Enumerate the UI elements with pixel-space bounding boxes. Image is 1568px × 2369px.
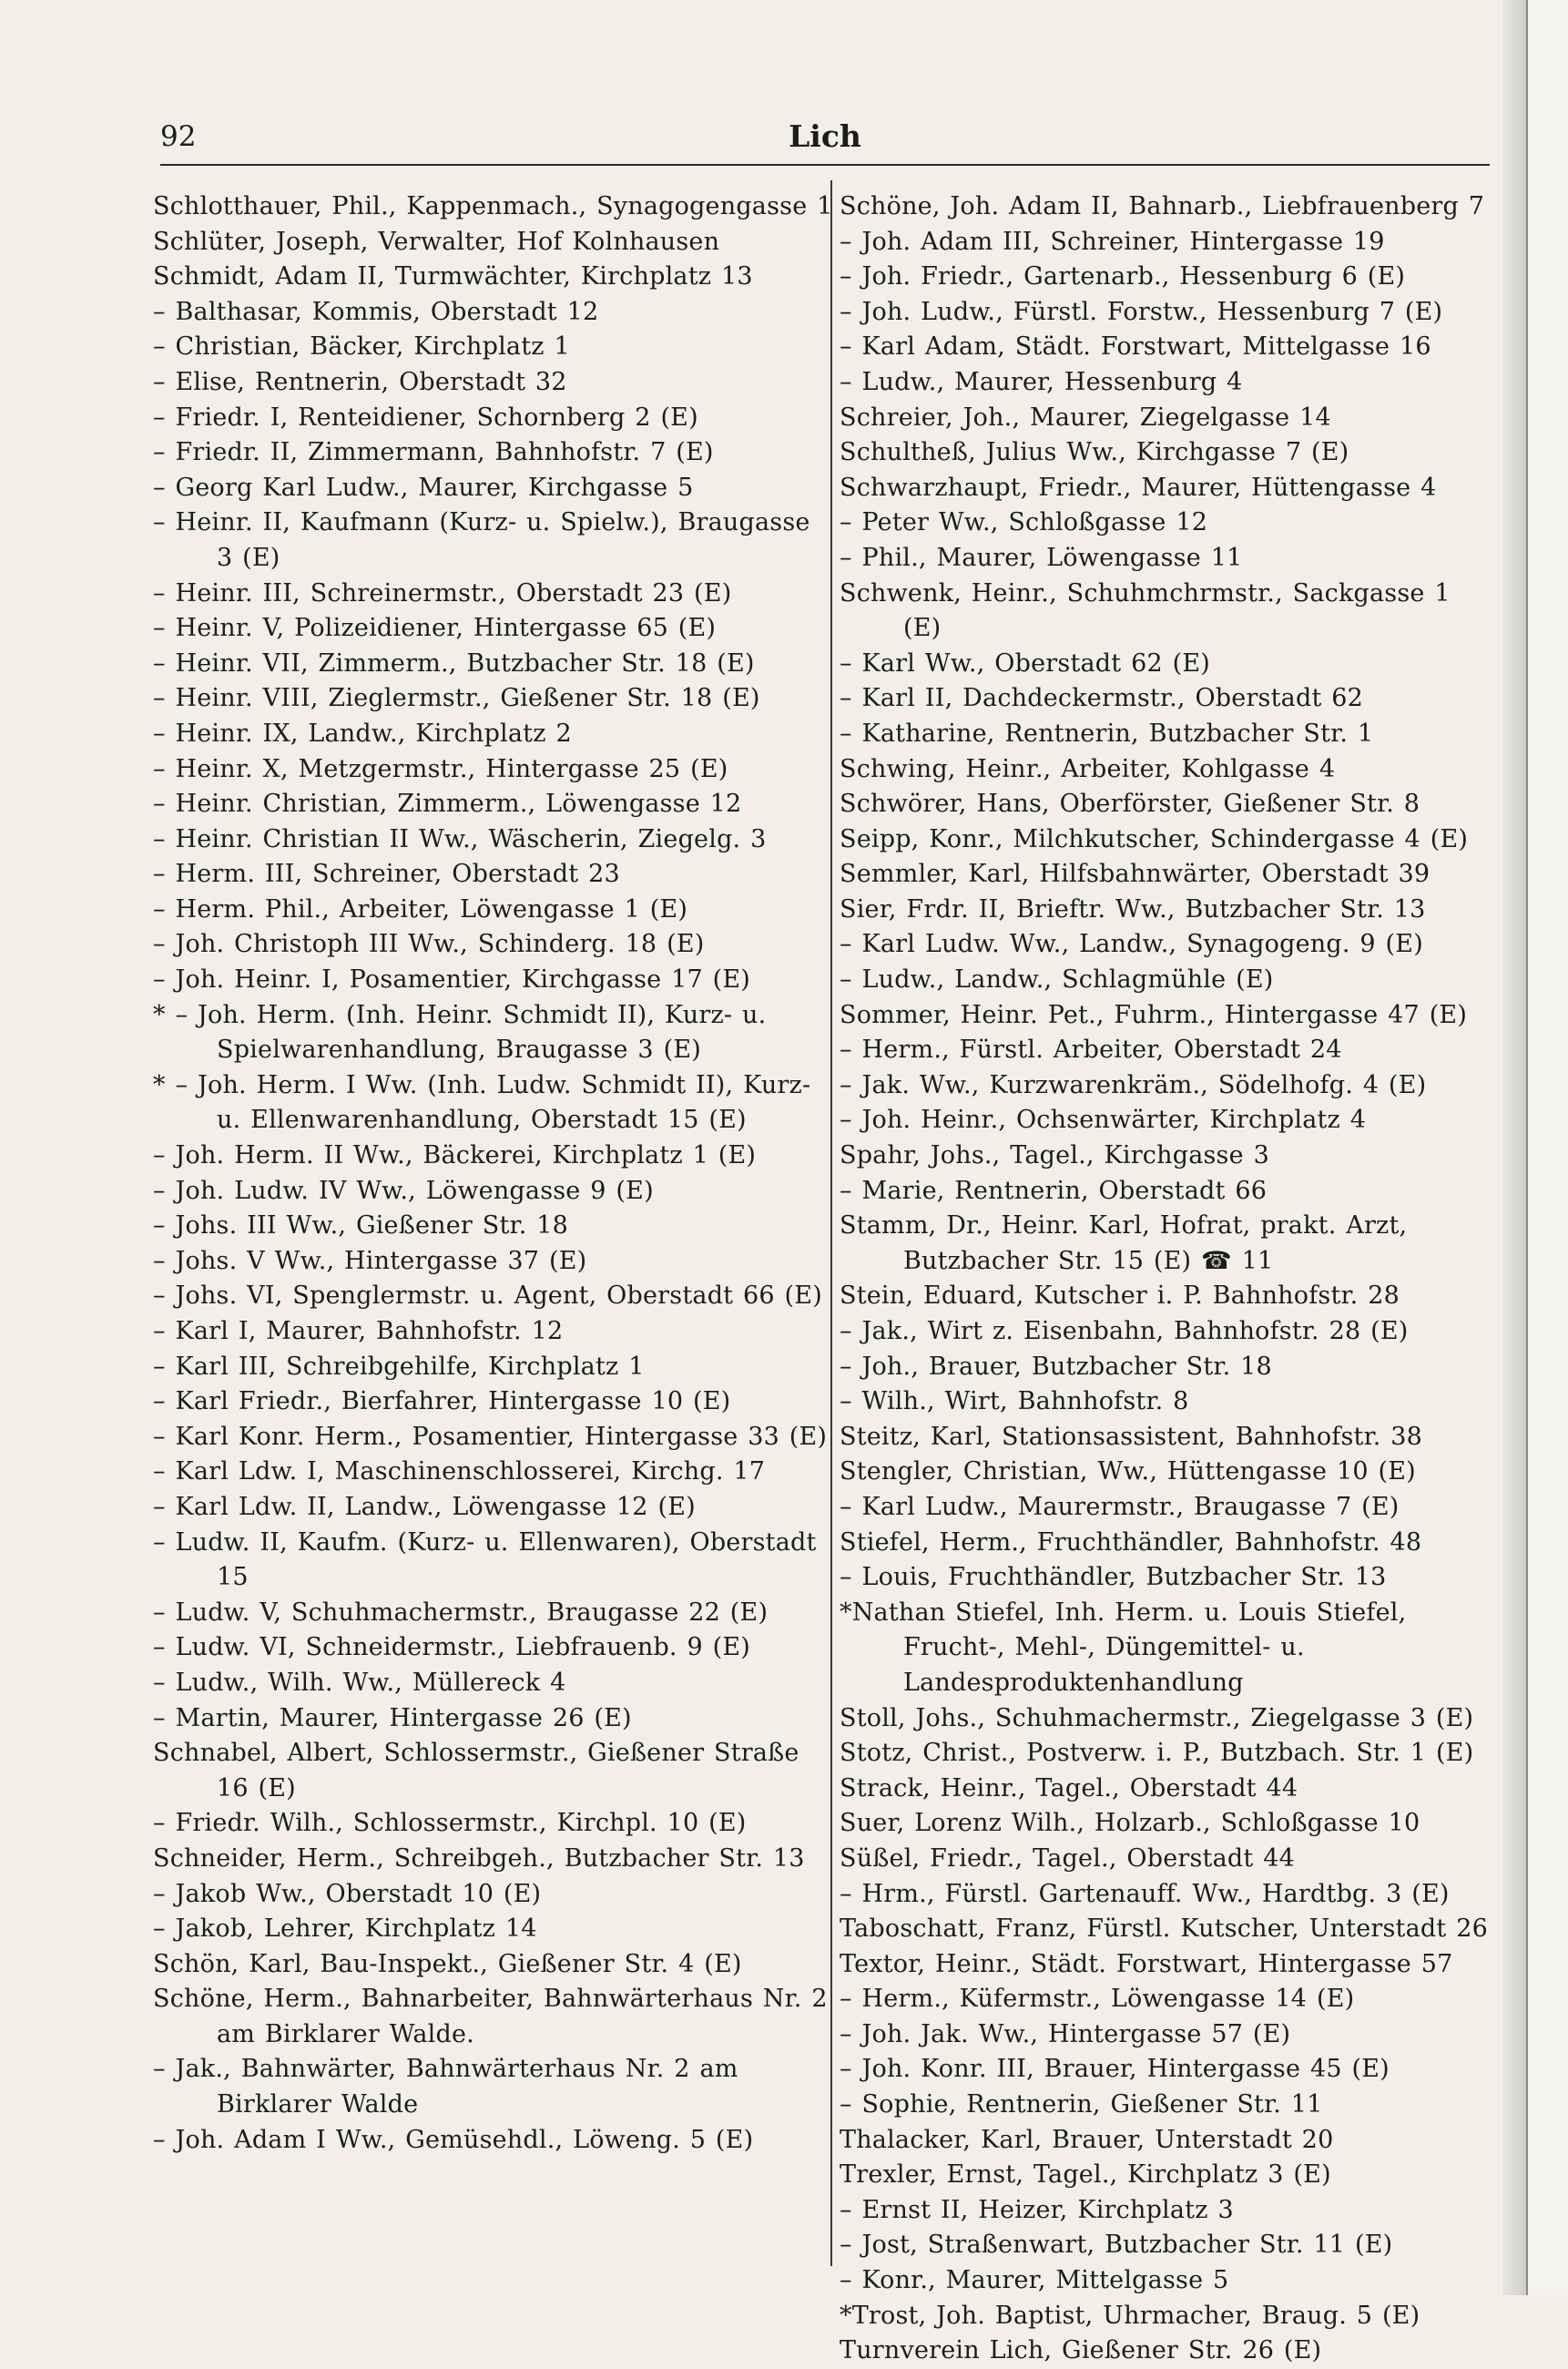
directory-entry: Schwarzhaupt, Friedr., Maurer, Hüttengasse 4 <box>840 473 1437 502</box>
directory-entry: – Karl Ludw. Ww., Landw., Synagogeng. 9 (E) <box>840 930 1423 959</box>
directory-entry: Schneider, Herm., Schreibgeh., Butzbacher Str. 13 <box>153 1843 805 1873</box>
directory-entry: – Joh., Brauer, Butzbacher Str. 18 <box>840 1352 1272 1381</box>
directory-entry: Stoll, Johs., Schuhmachermstr., Ziegelgasse 3 (E) <box>840 1703 1474 1732</box>
directory-entry: Suer, Lorenz Wilh., Holzarb., Schloßgasse 10 <box>840 1809 1420 1838</box>
directory-entry: – Karl Friedr., Bierfahrer, Hintergasse 10 (E) <box>153 1387 731 1416</box>
directory-entry: – Karl Konr. Herm., Posamentier, Hintergasse 33 (E) <box>153 1422 828 1451</box>
directory-entry: – Friedr. Wilh., Schlossermstr., Kirchpl. 10 (E) <box>153 1809 747 1838</box>
directory-entry: Seipp, Konr., Milchkutscher, Schindergasse 4 (E) <box>840 824 1469 853</box>
directory-entry: – Phil., Maurer, Löwengasse 11 <box>840 543 1243 572</box>
directory-entry: – Friedr. I, Renteidiener, Schornberg 2 (E) <box>153 403 698 432</box>
directory-entry: – Christian, Bäcker, Kirchplatz 1 <box>153 332 570 362</box>
directory-entry: Taboschatt, Franz, Fürstl. Kutscher, Unterstadt 26 <box>840 1915 1488 1944</box>
directory-entry: Schwing, Heinr., Arbeiter, Kohlgasse 4 <box>840 754 1336 783</box>
directory-entry: – Marie, Rentnerin, Oberstadt 66 <box>840 1176 1268 1205</box>
column-divider <box>830 180 832 2266</box>
directory-entry: – Joh. Konr. III, Brauer, Hintergasse 45 (E) <box>840 2055 1390 2084</box>
directory-entry: – Herm. III, Schreiner, Oberstadt 23 <box>153 860 620 889</box>
page-header <box>160 118 1490 166</box>
directory-entry: – Peter Ww., Schloßgasse 12 <box>840 508 1208 537</box>
directory-entry: – Joh. Christoph III Ww., Schinderg. 18 (E) <box>153 930 705 959</box>
directory-entry: Schön, Karl, Bau-Inspekt., Gießener Str. 4 (E) <box>153 1949 742 1978</box>
directory-entry: – Ludw., Wilh. Ww., Müllereck 4 <box>153 1668 566 1697</box>
directory-entry: – Joh. Heinr. I, Posamentier, Kirchgasse 17 (E) <box>153 965 751 995</box>
page-number: 92 <box>160 120 197 153</box>
directory-entry: – Ludw., Landw., Schlagmühle (E) <box>840 965 1274 995</box>
directory-entry: * – Joh. Herm. (Inh. Heinr. Schmidt II), Kurz- u. Spielwarenhandlung, Braugasse 3 (E) <box>153 1000 767 1065</box>
directory-entry: – Ludw., Maurer, Hessenburg 4 <box>840 367 1243 396</box>
directory-entry: – Heinr. II, Kaufmann (Kurz- u. Spielw.), Braugasse 3 (E) <box>153 508 810 572</box>
directory-entry: – Joh. Ludw. IV Ww., Löwengasse 9 (E) <box>153 1176 654 1205</box>
directory-entry: – Jak., Bahnwärter, Bahnwärterhaus Nr. 2 am Birklarer Walde <box>153 2055 738 2119</box>
directory-entry: – Heinr. VII, Zimmerm., Butzbacher Str. 18 (E) <box>153 648 755 678</box>
directory-entry: – Jost, Straßenwart, Butzbacher Str. 11 (E) <box>840 2231 1393 2260</box>
directory-entry: – Johs. VI, Spenglermstr. u. Agent, Oberstadt 66 (E) <box>153 1282 822 1311</box>
directory-entry: – Louis, Fruchthändler, Butzbacher Str. 13 <box>840 1563 1387 1592</box>
directory-entry: Trexler, Ernst, Tagel., Kirchplatz 3 (E) <box>840 2160 1331 2190</box>
directory-entry: Stiefel, Herm., Fruchthändler, Bahnhofstr. 48 <box>840 1527 1422 1557</box>
directory-entry: Textor, Heinr., Städt. Forstwart, Hintergasse 57 <box>840 1949 1453 1978</box>
directory-entry: Schöne, Joh. Adam II, Bahnarb., Liebfrauenberg 7 <box>840 192 1485 220</box>
directory-entry: Schmidt, Adam II, Turmwächter, Kirchplatz 13 <box>153 262 753 291</box>
directory-entry: – Joh. Herm. II Ww., Bäckerei, Kirchplatz 1 (E) <box>153 1141 757 1170</box>
running-head: Lich <box>789 118 861 154</box>
directory-entry: – Heinr. IX, Landw., Kirchplatz 2 <box>153 719 572 748</box>
directory-entry: – Karl Ludw., Maurermstr., Braugasse 7 (E) <box>840 1492 1400 1521</box>
directory-entry: – Karl Ww., Oberstadt 62 (E) <box>840 648 1211 678</box>
directory-entry: Schreier, Joh., Maurer, Ziegelgasse 14 <box>840 403 1331 432</box>
directory-entry: – Karl II, Dachdeckermstr., Oberstadt 62 <box>840 684 1364 713</box>
directory-entry: – Heinr. Christian II Ww., Wäscherin, Ziegelg. 3 <box>153 824 767 853</box>
directory-entry: – Johs. III Ww., Gießener Str. 18 <box>153 1211 569 1241</box>
directory-entry: – Heinr. V, Polizeidiener, Hintergasse 65 (E) <box>153 614 717 643</box>
directory-entry: – Joh. Adam III, Schreiner, Hintergasse 19 <box>840 227 1385 256</box>
directory-entry: Stein, Eduard, Kutscher i. P. Bahnhofstr. 28 <box>840 1282 1400 1311</box>
directory-entry: Steitz, Karl, Stationsassistent, Bahnhofstr. 38 <box>840 1422 1423 1451</box>
directory-entry: Schultheß, Julius Ww., Kirchgasse 7 (E) <box>840 438 1349 467</box>
directory-entry: – Sophie, Rentnerin, Gießener Str. 11 <box>840 2090 1323 2119</box>
directory-entry: – Ludw. V, Schuhmachermstr., Braugasse 22 (E) <box>153 1598 769 1627</box>
directory-entry: Stotz, Christ., Postverw. i. P., Butzbach. Str. 1 (E) <box>840 1739 1474 1768</box>
directory-entry: – Konr., Maurer, Mittelgasse 5 <box>840 2266 1229 2295</box>
directory-entry: * – Joh. Herm. I Ww. (Inh. Ludw. Schmidt II), Kurz- u. Ellenwarenhandlung, Oberstadt 15 (E) <box>153 1070 811 1135</box>
directory-entry: Stengler, Christian, Ww., Hüttengasse 10 (E) <box>840 1457 1416 1486</box>
directory-entry: – Jak. Ww., Kurzwarenkräm., Södelhofg. 4 (E) <box>840 1070 1427 1099</box>
next-page-edge <box>1526 0 1568 2295</box>
directory-entry: – Karl Adam, Städt. Forstwart, Mittelgasse 16 <box>840 332 1431 362</box>
directory-entry: – Heinr. III, Schreinermstr., Oberstadt 23 (E) <box>153 578 732 608</box>
directory-entry: – Ludw. II, Kaufm. (Kurz- u. Ellenwaren), Oberstadt 15 <box>153 1527 817 1592</box>
directory-entry: Schlüter, Joseph, Verwalter, Hof Kolnhausen <box>153 227 720 256</box>
directory-entry: – Johs. V Ww., Hintergasse 37 (E) <box>153 1246 587 1275</box>
directory-entry: Sier, Frdr. II, Brieftr. Ww., Butzbacher Str. 13 <box>840 894 1426 924</box>
directory-entry: – Karl Ldw. I, Maschinenschlosserei, Kirchg. 17 <box>153 1457 766 1486</box>
left-column <box>153 189 834 2266</box>
directory-entry: Strack, Heinr., Tagel., Oberstadt 44 <box>840 1773 1298 1802</box>
directory-entry: Thalacker, Karl, Brauer, Unterstadt 20 <box>840 2125 1334 2154</box>
directory-entry: – Katharine, Rentnerin, Butzbacher Str. 1 <box>840 719 1374 748</box>
directory-entry: – Heinr. X, Metzgermstr., Hintergasse 25 (E) <box>153 754 728 783</box>
directory-entry: – Herm. Phil., Arbeiter, Löwengasse 1 (E) <box>153 894 688 924</box>
directory-entry: – Joh. Heinr., Ochsenwärter, Kirchplatz 4 <box>840 1106 1367 1135</box>
directory-entry: – Friedr. II, Zimmermann, Bahnhofstr. 7 (E) <box>153 438 714 467</box>
directory-entry: Schlotthauer, Phil., Kappenmach., Synagogengasse 1 <box>153 192 833 220</box>
directory-entry: – Wilh., Wirt, Bahnhofstr. 8 <box>840 1387 1189 1416</box>
directory-entry: – Jak., Wirt z. Eisenbahn, Bahnhofstr. 28 (E) <box>840 1317 1409 1345</box>
directory-entry: – Karl III, Schreibgehilfe, Kirchplatz 1 <box>153 1352 645 1381</box>
directory-entry: Semmler, Karl, Hilfsbahnwärter, Oberstadt 39 <box>840 860 1431 889</box>
directory-entry: – Joh. Jak. Ww., Hintergasse 57 (E) <box>840 2019 1291 2048</box>
directory-entry: Schwörer, Hans, Oberförster, Gießener Str. 8 <box>840 790 1420 819</box>
directory-entry: Turnverein Lich, Gießener Str. 26 (E) <box>840 2336 1322 2365</box>
directory-entry: – Karl I, Maurer, Bahnhofstr. 12 <box>153 1317 564 1345</box>
directory-entry: – Joh. Friedr., Gartenarb., Hessenburg 6 (E) <box>840 262 1406 291</box>
directory-entry: – Ernst II, Heizer, Kirchplatz 3 <box>840 2195 1234 2224</box>
directory-entry: – Hrm., Fürstl. Gartenauff. Ww., Hardtbg. 3 (E) <box>840 1879 1450 1908</box>
directory-entry: – Martin, Maurer, Hintergasse 26 (E) <box>153 1703 632 1732</box>
directory-entry: – Elise, Rentnerin, Oberstadt 32 <box>153 367 567 396</box>
directory-entry: Spahr, Johs., Tagel., Kirchgasse 3 <box>840 1141 1269 1170</box>
directory-entry: *Trost, Joh. Baptist, Uhrmacher, Braug. 5 (E) <box>840 2301 1420 2330</box>
directory-entry: Süßel, Friedr., Tagel., Oberstadt 44 <box>840 1843 1295 1873</box>
directory-entry: – Karl Ldw. II, Landw., Löwengasse 12 (E) <box>153 1492 696 1521</box>
header-rule <box>160 164 1490 166</box>
directory-entry: Stamm, Dr., Heinr. Karl, Hofrat, prakt. Arzt, Butzbacher Str. 15 (E) ☎ 11 <box>840 1211 1408 1275</box>
directory-entry: Schöne, Herm., Bahnarbeiter, Bahnwärterhaus Nr. 2 am Birklarer Walde. <box>153 1985 828 2048</box>
directory-entry: Schnabel, Albert, Schlossermstr., Gießener Straße 16 (E) <box>153 1739 799 1802</box>
directory-entry: – Heinr. VIII, Zieglermstr., Gießener Str. 18 (E) <box>153 684 760 713</box>
directory-entry: – Joh. Ludw., Fürstl. Forstw., Hessenburg 7 (E) <box>840 297 1443 326</box>
directory-entry: – Balthasar, Kommis, Oberstadt 12 <box>153 297 599 326</box>
directory-entry: – Jakob Ww., Oberstadt 10 (E) <box>153 1879 542 1908</box>
directory-entry: – Georg Karl Ludw., Maurer, Kirchgasse 5 <box>153 473 694 502</box>
directory-entry: – Jakob, Lehrer, Kirchplatz 14 <box>153 1915 537 1944</box>
directory-entry: Schwenk, Heinr., Schuhmchrmstr., Sackgasse 1 (E) <box>840 578 1451 643</box>
directory-entry: – Ludw. VI, Schneidermstr., Liebfrauenb. 9 (E) <box>153 1633 751 1662</box>
directory-entry: Sommer, Heinr. Pet., Fuhrm., Hintergasse 47 (E) <box>840 1000 1468 1029</box>
directory-entry: – Heinr. Christian, Zimmerm., Löwengasse 12 <box>153 790 742 819</box>
right-column <box>840 189 1488 2365</box>
directory-entry: *Nathan Stiefel, Inh. Herm. u. Louis Stiefel, Frucht-, Mehl-, Düngemittel- u. Landesproduktenhandlung <box>840 1598 1407 1697</box>
directory-entry: – Joh. Adam I Ww., Gemüsehdl., Löweng. 5 (E) <box>153 2125 754 2154</box>
directory-entry: – Herm., Küfermstr., Löwengasse 14 (E) <box>840 1985 1355 2014</box>
directory-entry: – Herm., Fürstl. Arbeiter, Oberstadt 24 <box>840 1036 1342 1065</box>
